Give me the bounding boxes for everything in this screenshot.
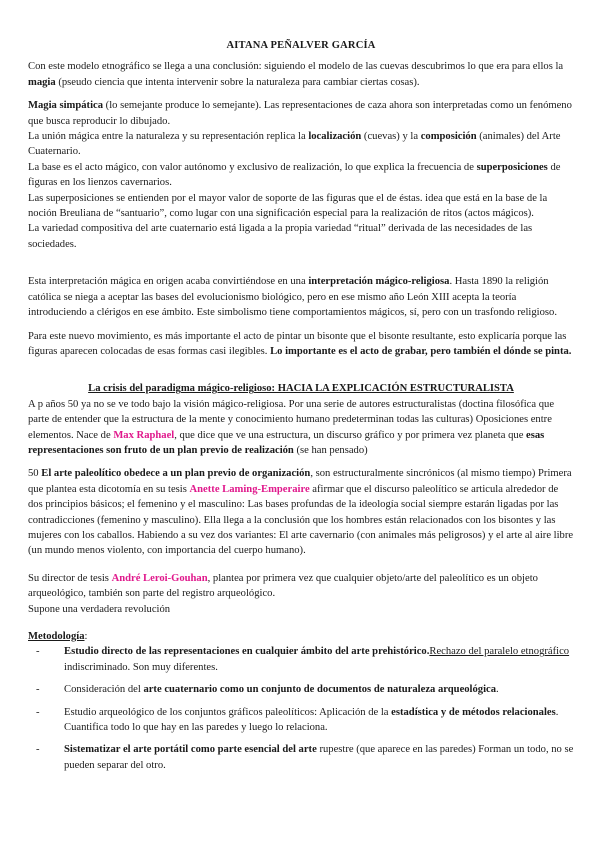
item-1-text: indiscriminado. Son muy diferentes.: [64, 661, 218, 673]
list-item: [28, 742, 574, 773]
leroi-text-1: Su director de tesis: [28, 572, 112, 584]
document-title: AITANA PEÑALVER GARCÍA: [226, 40, 376, 51]
dash-bullet: -: [36, 744, 40, 756]
union-text-1: La unión mágica entre la naturaleza y su representación replica la: [28, 131, 309, 143]
dash-bullet: -: [36, 706, 40, 718]
crisis-text-3: (se han pensado): [293, 444, 368, 456]
leroi-text-2: , plantea por primera vez que cualquier objeto/arte del paleolítico es un objeto arqueológico, también son parte del registro arqueológico.: [28, 572, 538, 600]
paleo-text-2: afirmar que el discurso paleolítico se articula alrededor de dos principios básicos; el femenino y el masculino: Las bases profundas de la ideología social siempre estarán ligadas por las contradicciones (femenino y masculino). Ella llega a la conclusión que los hombres están relacionados con los bisontes y las mujeres con los caballos. Habiendo a su vez dos variantes: El arte cavernario (con animales más peligrosos) y el arte al aire libre (un mundo menos violento, con importancia del cuerpo humano).: [28, 483, 574, 557]
acto-text-1: La base es el acto mágico, con valor autónomo y exclusivo de realización, lo que explica la frecuencia de: [28, 161, 477, 173]
paleo-number: 50: [28, 468, 42, 480]
magia-simpatica-term: Magia simpática: [28, 100, 104, 112]
crisis-text-1: A p años 50 ya no se ve todo bajo la visión mágico-religiosa. Por una serie de autores estructuralistas (doctina filosófica que parte de entender que la estructura de la mente y conocimiento humano predeterminan todas las culturas) Oposiciones entre elementos. Nace de: [28, 398, 555, 441]
magico-religiosa-term: interpretación mágico-religiosa: [308, 276, 450, 288]
variedad-paragraph: La variedad compositiva del arte cuaternario está ligada a la propia variedad “ritual” derivada de las necesidades de las sociedades.: [28, 223, 533, 250]
movimiento-text: Para este nuevo movimiento, es más importante el acto de pintar un bisonte que el bisonte resultante, esto explicaría porque las figuras aparecen colocadas de esas formas casi ilegibles.: [28, 330, 567, 357]
list-item: [28, 705, 574, 736]
intro-paragraph: [28, 59, 574, 90]
crisis-bold: esas representaciones son fruto de un plan previo de realización: [28, 429, 545, 456]
max-raphael-name: Max Raphael: [113, 429, 175, 441]
item-2-text-start: Consideración del: [64, 684, 144, 696]
intro-bold-magia: magia: [28, 76, 56, 88]
paleo-bold: El arte paleolítico obedece a un plan previo de organización: [41, 468, 311, 480]
dash-bullet: -: [36, 646, 40, 658]
intro-text-end: (pseudo ciencia que intenta intervenir sobre la naturaleza para cambiar ciertas cosas).: [55, 76, 420, 88]
leroi-gouhan-name: André Leroi-Gouhan: [111, 572, 208, 584]
magia-simpatica-text: (lo semejante produce lo semejante). Las representaciones de caza ahora son interpretadas como un fenómeno que busca reproducir lo dibujado.: [28, 100, 572, 127]
item-2-text-end: .: [496, 684, 499, 696]
crisis-paragraph: [28, 397, 574, 459]
item-4-text: rupestre (que aparece en las paredes) Forman un todo, no se pueden separar del otro.: [64, 744, 574, 771]
item-1-bold: Estudio directo de las representaciones en cualquier ámbito del arte prehistórico.: [64, 646, 430, 658]
item-3-text-end: . Cuantifica todo lo que hay en las paredes y luego lo relaciona.: [64, 706, 559, 734]
paleolitico-paragraph: [28, 466, 574, 558]
union-text-3: (animales) del Arte Cuaternario.: [28, 131, 561, 158]
revolucion-line: Supone una verdadera revolución: [28, 603, 171, 615]
item-4-bold: Sistematizar el arte portátil como parte esencial del arte: [64, 744, 317, 756]
metodologia-colon: :: [84, 631, 88, 642]
list-item: [28, 644, 574, 675]
crisis-text-2: , que dice que ve una estructura, un discurso gráfico y por primera vez planeta que: [174, 429, 527, 441]
item-3-text-start: Estudio arqueológico de los conjuntos gráficos paleolíticos: Aplicación de la: [64, 706, 392, 718]
item-3-bold: estadística y de métodos relacionales: [391, 706, 556, 718]
intro-text: Con este modelo etnográfico se llega a una conclusión: siguiendo el modelo de las cuevas descubrimos lo que era para ellos la: [28, 61, 564, 73]
laming-emperaire-name: Anette Laming-Emperaire: [189, 483, 310, 495]
superposiciones-paragraph: Las superposiciones se entienden por el mayor valor de soporte de las figuras que el de éstas. idea que está en la base de la noción Breuliana de “santuario”, como lugar con una significación especial para la realización de ritos (actos mágicos).: [28, 192, 548, 220]
acto-text-2: de figuras en los lienzos cavernarios.: [28, 161, 561, 189]
movimiento-bold: Lo importante es el acto de grabar, pero también el dónde se pinta.: [270, 345, 572, 357]
composicion-term: composición: [420, 131, 477, 143]
document-page: [28, 38, 574, 780]
religiosa-text-1: Esta interpretación mágica en origen acaba convirtiéndose en una: [28, 276, 309, 288]
crisis-heading: La crisis del paradigma mágico-religioso: HACIA LA EXPLICACIÓN ESTRUCTURALISTA: [88, 383, 514, 395]
metodologia-list: [28, 644, 574, 773]
magia-simpatica-paragraph: [28, 98, 574, 129]
superposiciones-term: superposiciones: [476, 161, 548, 173]
union-magica-paragraph: [28, 129, 574, 160]
localizacion-term: localización: [308, 131, 362, 143]
religiosa-paragraph: [28, 274, 574, 320]
dash-bullet: -: [36, 684, 40, 696]
union-text-2: (cuevas) y la: [361, 131, 421, 143]
acto-magico-paragraph: [28, 160, 574, 191]
religiosa-text-2: . Hasta 1890 la religión católica se niega a aceptar las bases del evolucionismo biológico, pero en ese mismo año León XIII acepta la teoría introduciendo a clérigos en ese ámbito. Este simbolismo tiene comportamientos mágicos, sí, pero con un trasfondo religioso.: [28, 276, 557, 319]
metodologia-heading: [28, 629, 574, 644]
list-item: [28, 682, 574, 697]
item-2-bold: arte cuaternario como un conjunto de documentos de naturaleza arqueológica: [143, 684, 497, 696]
leroi-paragraph: [28, 571, 574, 602]
metodologia-title: Metodología: [28, 631, 85, 642]
movimiento-paragraph: [28, 329, 574, 360]
item-1-underlined: Rechazo del paralelo etnográfico: [429, 646, 570, 658]
paleo-text-1: , son estructuralmente sincrónicos (al mismo tiempo) Primera que plantea esta dicotomía en su tesis: [28, 468, 572, 495]
